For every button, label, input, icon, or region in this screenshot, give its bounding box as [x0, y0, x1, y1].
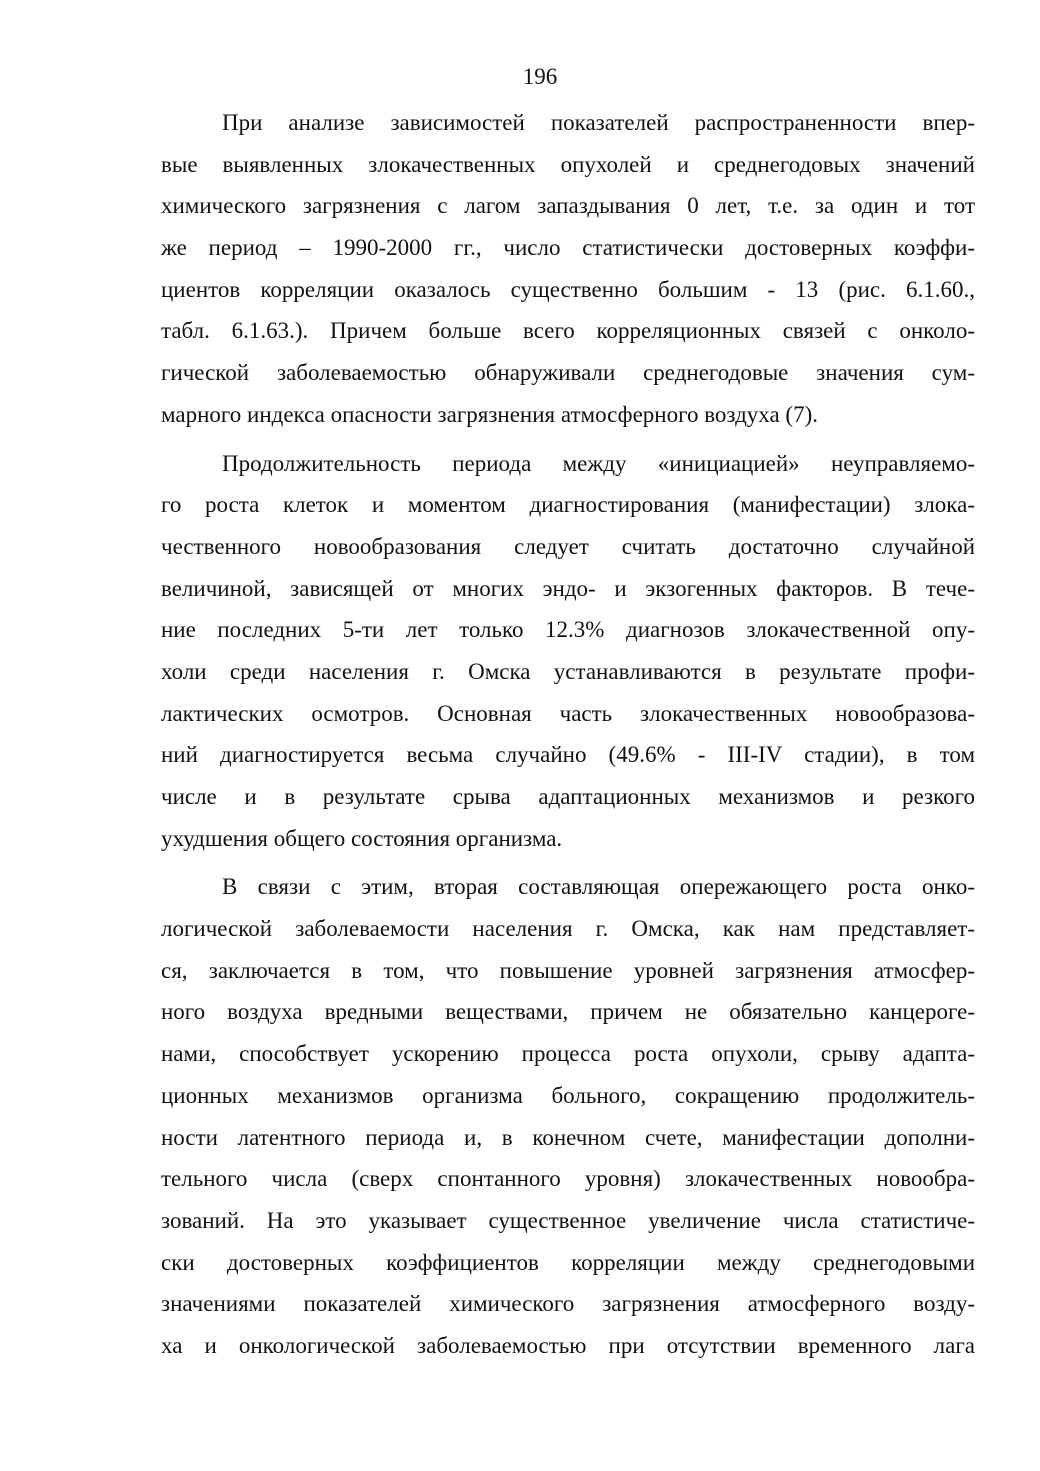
text-line: ционных механизмов организма больного, сокращению продолжитель- [161, 1082, 975, 1108]
text-line: тельного числа (сверх спонтанного уровня) злокачественных новообра- [161, 1166, 975, 1192]
text-line: Продолжительность периода между «инициацией» неуправляемо- [222, 450, 975, 476]
paragraph-1 [161, 102, 975, 436]
text-line: холи среди населения г. Омска устанавливаются в результате профи- [161, 658, 975, 684]
text-line: гической заболеваемостью обнаруживали среднегодовые значения сум- [161, 360, 975, 386]
text-line: ухудшения общего состояния организма. [161, 825, 563, 851]
text-line: же период – 1990-2000 гг., число статистически достоверных коэффи- [161, 235, 975, 261]
text-line: ся, заключается в том, что повышение уровней загрязнения атмосфер- [161, 957, 975, 983]
text-line: циентов корреляции оказалось существенно большим - 13 (рис. 6.1.60., [161, 276, 975, 302]
text-line: ности латентного периода и, в конечном счете, манифестации дополни- [161, 1124, 975, 1150]
text-line: ха и онкологической заболеваемостью при отсутствии временного лага [161, 1332, 975, 1358]
page-number: 196 [522, 64, 558, 89]
text-line: чественного новообразования следует считать достаточно случайной [161, 533, 975, 559]
text-line: логической заболеваемости населения г. Омска, как нам представляет- [161, 916, 975, 942]
text-line: ний диагностируется весьма случайно (49.6% - III-IV стадии), в том [161, 742, 975, 768]
text-line: величиной, зависящей от многих эндо- и экзогенных факторов. В тече- [161, 575, 975, 601]
text-line: табл. 6.1.63.). Причем больше всего корреляционных связей с онколо- [161, 318, 975, 344]
text-line: го роста клеток и моментом диагностирования (манифестации) злока- [161, 492, 975, 518]
text-line: ного воздуха вредными веществами, причем не обязательно канцероге- [161, 999, 975, 1025]
text-line: значениями показателей химического загрязнения атмосферного возду- [161, 1291, 975, 1317]
text-line: При анализе зависимостей показателей распространенности впер- [222, 110, 975, 135]
text-line: вые выявленных злокачественных опухолей и среднегодовых значений [161, 151, 975, 177]
text-line: марного индекса опасности загрязнения атмосферного воздуха (7). [161, 401, 818, 427]
text-line: нами, способствует ускорению процесса роста опухоли, срыву адапта- [161, 1041, 975, 1067]
text-line: ски достоверных коэффициентов корреляции между среднегодовыми [161, 1249, 975, 1275]
text-line: числе и в результате срыва адаптационных механизмов и резкого [161, 784, 975, 809]
text-line: В связи с этим, вторая составляющая опережающего роста онко- [222, 874, 975, 900]
text-line: химического загрязнения с лагом запаздывания 0 лет, т.е. за один и тот [161, 193, 975, 219]
text-line: ние последних 5-ти лет только 12.3% диагнозов злокачественной опу- [161, 617, 975, 643]
text-line: лактических осмотров. Основная часть злокачественных новообразова- [161, 700, 975, 726]
paragraph-2 [161, 443, 975, 860]
paragraph-3 [161, 866, 975, 1366]
text-line: зований. На это указывает существенное увеличение числа статистиче- [161, 1207, 975, 1233]
page-body [161, 102, 975, 1367]
